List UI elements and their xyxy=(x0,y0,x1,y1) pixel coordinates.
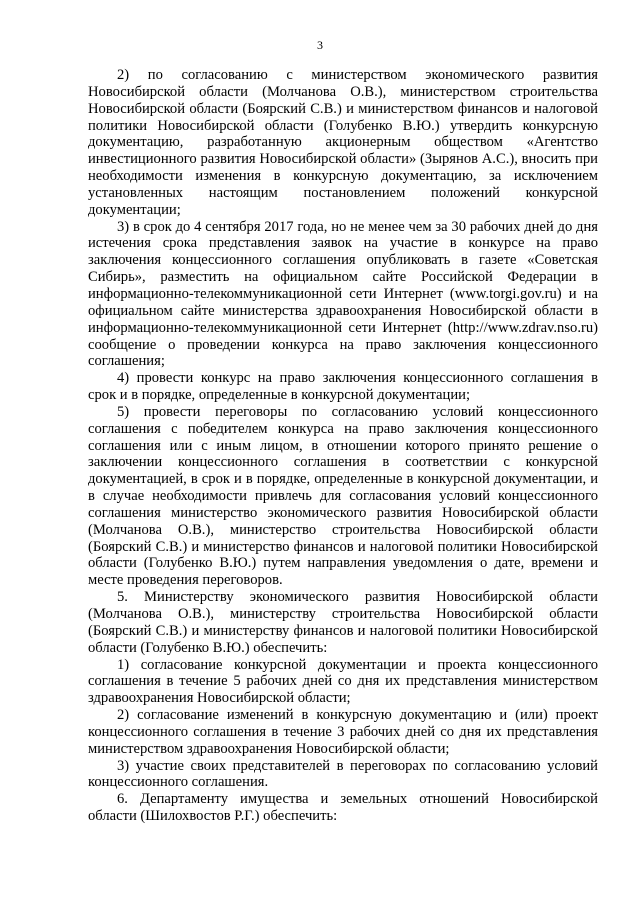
section-5-item-3: 3) участие своих представителей в переговорах по согласованию условий концессионного соглашения. xyxy=(88,757,598,791)
page-number: 3 xyxy=(317,38,323,52)
paragraph-4-hold-tender: 4) провести конкурс на право заключения концессионного соглашения в срок и в порядке, определенные в конкурсной документации; xyxy=(88,370,598,404)
paragraph-5-negotiations: 5) провести переговоры по согласованию условий концессионного соглашения с победителем конкурса на право заключения концессионного соглашения или с иным лицом, в отношении которого принято решение о заключении концессионного соглашения в соответствии с конкурсной документацией, в срок и в порядке, определенные в конкурсной документации, и в случае необходимости привлечь для согласования условий концессионного соглашения министерство экономического развития Новосибирской области (Молчанова О.В.), министерство строительства Новосибирской области (Боярский С.В.) и министерство финансов и налоговой политики Новосибирской области (Голубенко В.Ю.) путем направления уведомления о дате, времени и месте проведения переговоров. xyxy=(88,403,598,589)
paragraph-2-approve-documentation: 2) по согласованию с министерством экономического развития Новосибирской области (Молчанова О.В.), министерством строительства Новосибирской области (Боярский С.В.) и министерством финансов и налоговой политики Новосибирской области (Голубенко В.Ю.) утвердить конкурсную документацию, разработанную акционерным обществом «Агентство инвестиционного развития Новосибирской области» (Зырянов А.С.), вносить при необходимости изменения в конкурсную документацию, за исключением установленных настоящим постановлением положений конкурсной документации; xyxy=(88,67,598,218)
paragraph-3-publish-notice: 3) в срок до 4 сентября 2017 года, но не менее чем за 30 рабочих дней до дня истечения срока представления заявок на участие в конкурсе на право заключения концессионного соглашения опубликовать в газете «Советская Сибирь», разместить на официальном сайте Российской Федерации в информационно-телекоммуникационной сети Интернет (www.torgi.gov.ru) и на официальном сайте министерства здравоохранения Новосибирской области в информационно-телекоммуникационной сети Интернет (http://www.zdrav.nso.ru) сообщение о проведении конкурса на право заключения концессионного соглашения; xyxy=(88,218,598,370)
section-5-item-2: 2) согласование изменений в конкурсную документацию и (или) проект концессионного соглашения в течение 3 рабочих дней со дня их представления министерством здравоохранения Новосибирской области; xyxy=(88,707,598,757)
document-body xyxy=(88,67,598,825)
section-5-ministries: 5. Министерству экономического развития Новосибирской области (Молчанова О.В.), министерству строительства Новосибирской области (Боярский С.В.) и министерству финансов и налоговой политики Новосибирской области (Голубенко В.Ю.) обеспечить: xyxy=(88,589,598,656)
section-5-item-1: 1) согласование конкурсной документации и проекта концессионного соглашения в течение 5 рабочих дней со дня их представления министерством здравоохранения Новосибирской области; xyxy=(88,656,598,707)
section-6-department: 6. Департаменту имущества и земельных отношений Новосибирской области (Шилохвостов Р.Г.) обеспечить: xyxy=(88,791,598,825)
